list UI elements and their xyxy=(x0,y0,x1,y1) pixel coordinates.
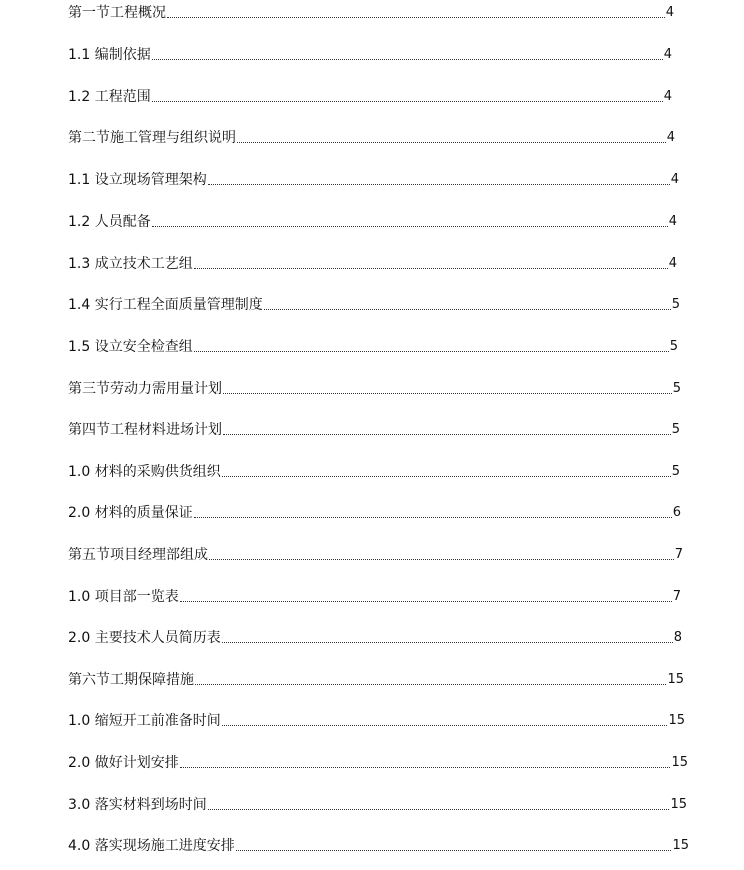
toc-dot-leader xyxy=(236,850,672,851)
toc-entry-title: 1.0 缩短开工前准备时间 xyxy=(68,713,221,729)
toc-dot-leader xyxy=(194,351,669,352)
toc-entry-2-0-material-quality[interactable] xyxy=(68,505,681,521)
toc-entry-page-number: 5 xyxy=(671,297,680,312)
toc-entry-title: 第四节工程材料进场计划 xyxy=(68,422,222,438)
toc-entry-title: 1.0 项目部一览表 xyxy=(68,589,179,605)
toc-entry-1-2-scope[interactable] xyxy=(68,89,672,105)
toc-entry-2-0-planning[interactable] xyxy=(68,755,688,771)
toc-entry-title: 1.5 设立安全检查组 xyxy=(68,339,193,355)
toc-entry-title: 1.1 设立现场管理架构 xyxy=(68,172,207,188)
toc-entry-page-number: 4 xyxy=(668,256,677,271)
toc-dot-leader xyxy=(264,309,671,310)
toc-entry-1-2-staffing[interactable] xyxy=(68,214,677,230)
toc-entry-1-4-quality-management[interactable] xyxy=(68,297,680,313)
toc-entry-page-number: 7 xyxy=(672,589,681,604)
toc-entry-page-number: 7 xyxy=(674,547,683,562)
toc-entry-section-3[interactable] xyxy=(68,381,681,397)
toc-entry-page-number: 15 xyxy=(668,713,685,728)
toc-entry-page-number: 5 xyxy=(671,422,680,437)
toc-entry-section-1[interactable] xyxy=(68,5,674,21)
toc-entry-page-number: 4 xyxy=(666,130,675,145)
toc-entry-section-2[interactable] xyxy=(68,130,675,146)
toc-entry-1-1-site-management[interactable] xyxy=(68,172,679,188)
toc-entry-1-0-project-list[interactable] xyxy=(68,589,681,605)
toc-dot-leader xyxy=(237,142,666,143)
toc-entry-title: 第二节施工管理与组织说明 xyxy=(68,130,236,146)
toc-dot-leader xyxy=(152,101,663,102)
toc-dot-leader xyxy=(180,767,671,768)
toc-entry-page-number: 4 xyxy=(663,89,672,104)
toc-dot-leader xyxy=(222,725,668,726)
toc-entry-page-number: 5 xyxy=(669,339,678,354)
toc-entry-title: 2.0 主要技术人员简历表 xyxy=(68,630,221,646)
toc-entry-title: 1.3 成立技术工艺组 xyxy=(68,256,193,272)
toc-dot-leader xyxy=(223,393,672,394)
toc-entry-title: 第五节项目经理部组成 xyxy=(68,547,208,563)
toc-entry-page-number: 8 xyxy=(673,630,682,645)
toc-entry-section-6[interactable] xyxy=(68,672,684,688)
toc-entry-section-5[interactable] xyxy=(68,547,683,563)
toc-entry-title: 4.0 落实现场施工进度安排 xyxy=(68,838,235,854)
toc-dot-leader xyxy=(194,517,672,518)
toc-entry-page-number: 5 xyxy=(671,464,680,479)
toc-entry-1-5-safety-group[interactable] xyxy=(68,339,678,355)
toc-entry-page-number: 6 xyxy=(672,505,681,520)
toc-dot-leader xyxy=(222,642,673,643)
toc-entry-page-number: 5 xyxy=(672,381,681,396)
toc-entry-1-3-tech-group[interactable] xyxy=(68,256,677,272)
toc-entry-page-number: 15 xyxy=(672,838,689,853)
toc-entry-title: 第六节工期保障措施 xyxy=(68,672,194,688)
toc-entry-1-0-procurement[interactable] xyxy=(68,464,680,480)
toc-entry-page-number: 15 xyxy=(670,797,687,812)
toc-entry-2-0-staff-resumes[interactable] xyxy=(68,630,682,646)
toc-entry-4-0-construction-schedule[interactable] xyxy=(68,838,689,854)
toc-entry-section-4[interactable] xyxy=(68,422,680,438)
toc-entry-1-0-shorten-preparation[interactable] xyxy=(68,713,685,729)
toc-entry-title: 1.2 工程范围 xyxy=(68,89,151,105)
toc-entry-title: 2.0 做好计划安排 xyxy=(68,755,179,771)
toc-entry-title: 1.1 编制依据 xyxy=(68,47,151,63)
toc-dot-leader xyxy=(208,184,670,185)
toc-entry-title: 1.4 实行工程全面质量管理制度 xyxy=(68,297,263,313)
toc-entry-1-1-basis[interactable] xyxy=(68,47,672,63)
toc-entry-page-number: 15 xyxy=(667,672,684,687)
toc-entry-title: 第一节工程概况 xyxy=(68,5,166,21)
toc-dot-leader xyxy=(167,17,665,18)
toc-entry-title: 3.0 落实材料到场时间 xyxy=(68,797,207,813)
toc-dot-leader xyxy=(152,226,668,227)
toc-entry-page-number: 15 xyxy=(671,755,688,770)
toc-entry-title: 2.0 材料的质量保证 xyxy=(68,505,193,521)
toc-dot-leader xyxy=(209,559,674,560)
toc-dot-leader xyxy=(208,809,670,810)
toc-entry-page-number: 4 xyxy=(665,5,674,20)
toc-entry-title: 1.2 人员配备 xyxy=(68,214,151,230)
toc-dot-leader xyxy=(195,684,666,685)
toc-entry-title: 1.0 材料的采购供货组织 xyxy=(68,464,221,480)
toc-dot-leader xyxy=(152,59,663,60)
toc-entry-page-number: 4 xyxy=(670,172,679,187)
toc-dot-leader xyxy=(223,434,671,435)
toc-dot-leader xyxy=(194,268,668,269)
toc-entry-page-number: 4 xyxy=(663,47,672,62)
toc-entry-title: 第三节劳动力需用量计划 xyxy=(68,381,222,397)
toc-dot-leader xyxy=(180,601,672,602)
toc-dot-leader xyxy=(222,476,671,477)
toc-entry-page-number: 4 xyxy=(668,214,677,229)
toc-entry-3-0-material-arrival[interactable] xyxy=(68,797,687,813)
